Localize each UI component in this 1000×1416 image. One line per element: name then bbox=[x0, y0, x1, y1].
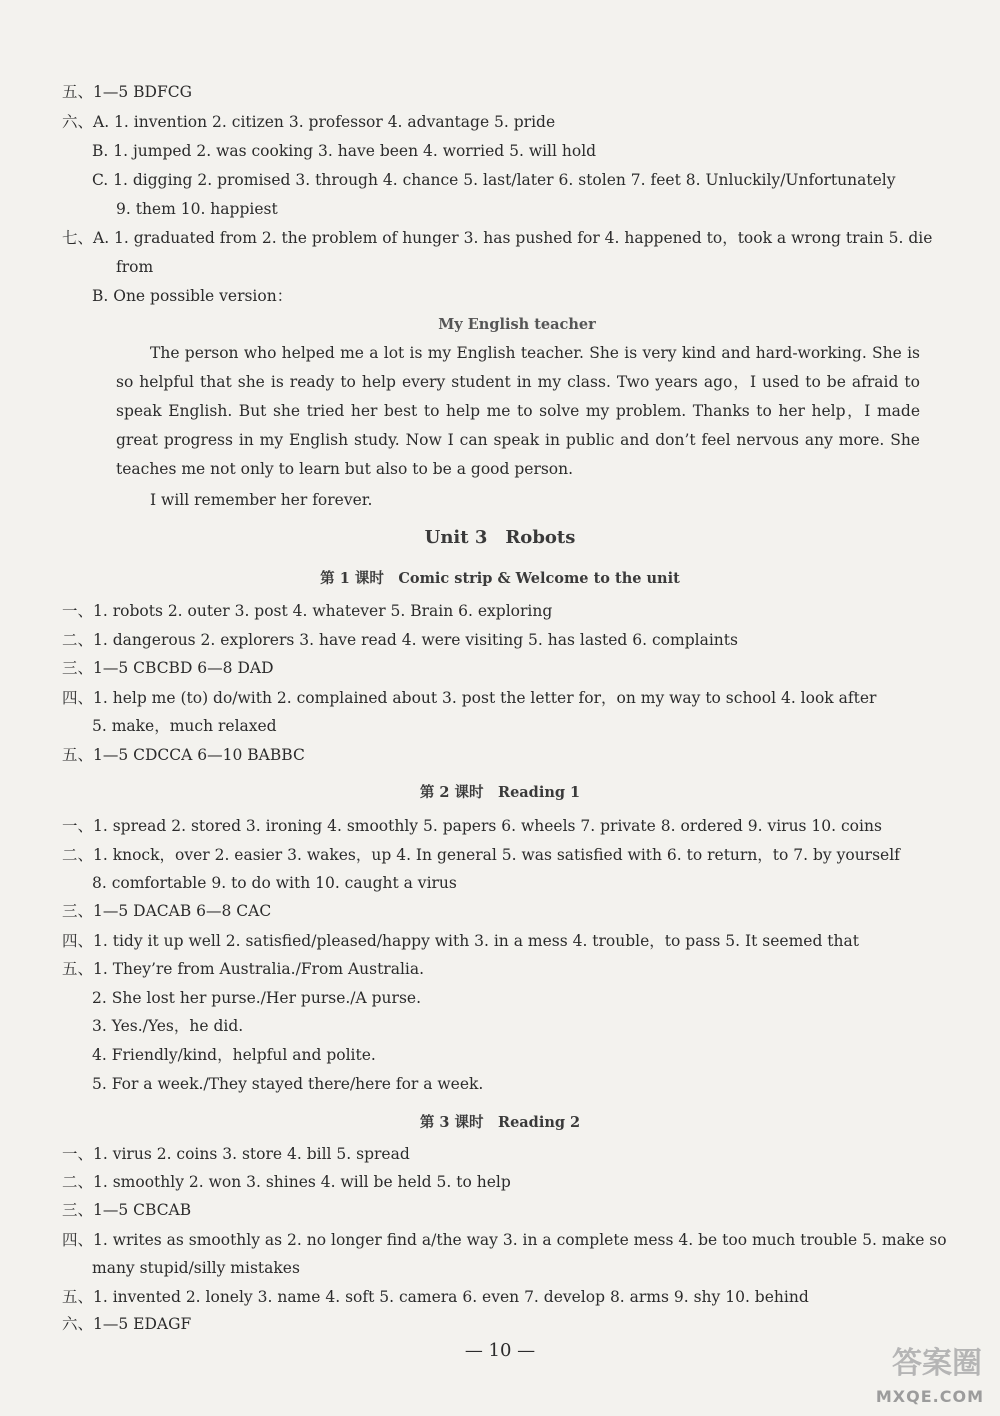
essay-title: My English teacher bbox=[438, 316, 596, 333]
answer-line: 三、1—5 DACAB 6—8 CAC bbox=[62, 902, 272, 920]
answer-line: 五、1. They’re from Australia./From Australia. bbox=[62, 960, 425, 978]
answer-line: 五、1—5 BDFCG bbox=[62, 83, 192, 101]
answer-line: 四、1. writes as smoothly as 2. no longer find a/the way 3. in a complete mess 4. be too much trouble 5. make so bbox=[62, 1231, 947, 1249]
answer-line: C. 1. digging 2. promised 3. through 4. chance 5. last/later 6. stolen 7. feet 8. Unluckily/Unfortunately bbox=[92, 171, 896, 189]
answer-line: 二、1. smoothly 2. won 3. shines 4. will be held 5. to help bbox=[62, 1173, 511, 1191]
answer-line: 一、1. virus 2. coins 3. store 4. bill 5. spread bbox=[62, 1145, 410, 1163]
lesson-title: 第 2 课时 Reading 1 bbox=[419, 784, 581, 801]
lesson-title: 第 1 课时 Comic strip & Welcome to the unit bbox=[320, 570, 680, 587]
answer-line: 三、1—5 CBCBD 6—8 DAD bbox=[62, 659, 274, 677]
answer-line: from bbox=[116, 258, 154, 276]
answer-line: many stupid/silly mistakes bbox=[92, 1259, 300, 1277]
essay-paragraph: I will remember her forever. bbox=[150, 491, 373, 509]
answer-line: 4. Friendly/kind，helpful and polite. bbox=[92, 1046, 376, 1064]
answer-line: 四、1. help me (to) do/with 2. complained about 3. post the letter for，on my way to school 4. look after bbox=[62, 689, 877, 707]
answer-line: 5. For a week./They stayed there/here for a week. bbox=[92, 1075, 484, 1093]
answer-line: 9. them 10. happiest bbox=[116, 200, 278, 218]
answer-line: 8. comfortable 9. to do with 10. caught a virus bbox=[92, 874, 457, 892]
answer-line: 五、1—5 CDCCA 6—10 BABBC bbox=[62, 746, 305, 764]
watermark-url: MXQE.COM bbox=[875, 1387, 984, 1406]
essay-paragraph: The person who helped me a lot is my English teacher. She is very kind and hard-working. She is so helpful that she is ready to help every student in my class. Two years ago，I used to be afraid to speak English. But she tried her best to help me to solve my problem. Thanks to her help，I made great progress in my English study. Now I can speak in public and don’t feel nervous any more. She teaches me not only to learn but also to be a good person. bbox=[116, 344, 920, 478]
answer-line: 一、1. robots 2. outer 3. post 4. whatever 5. Brain 6. exploring bbox=[62, 602, 553, 620]
answer-line: 二、1. knock，over 2. easier 3. wakes，up 4. In general 5. was satisfied with 6. to return，to 7. by yourself bbox=[62, 846, 900, 864]
answer-line: 3. Yes./Yes，he did. bbox=[92, 1017, 244, 1035]
unit-title: Unit 3 Robots bbox=[424, 527, 576, 548]
answer-line: 六、1—5 EDAGF bbox=[62, 1315, 192, 1333]
answer-line: 2. She lost her purse./Her purse./A purse. bbox=[92, 989, 422, 1007]
answer-line: 七、A. 1. graduated from 2. the problem of hunger 3. has pushed for 4. happened to，took a wrong train 5. die bbox=[62, 229, 933, 247]
page-number: — 10 — bbox=[464, 1340, 536, 1361]
watermark-logo: 答案圈 bbox=[892, 1346, 982, 1381]
answer-line: B. One possible version： bbox=[92, 287, 293, 305]
answer-line: 四、1. tidy it up well 2. satisfied/pleased/happy with 3. in a mess 4. trouble，to pass 5. It seemed that bbox=[62, 932, 859, 950]
lesson-title: 第 3 课时 Reading 2 bbox=[419, 1114, 581, 1131]
answer-line: 5. make，much relaxed bbox=[92, 717, 277, 735]
answer-line: 二、1. dangerous 2. explorers 3. have read 4. were visiting 5. has lasted 6. complaints bbox=[62, 631, 738, 649]
answer-line: 一、1. spread 2. stored 3. ironing 4. smoothly 5. papers 6. wheels 7. private 8. ordered 9. virus 10. coins bbox=[62, 817, 882, 835]
answer-line: B. 1. jumped 2. was cooking 3. have been 4. worried 5. will hold bbox=[92, 142, 597, 160]
answer-line: 三、1—5 CBCAB bbox=[62, 1201, 192, 1219]
answer-line: 六、A. 1. invention 2. citizen 3. professor 4. advantage 5. pride bbox=[62, 113, 556, 131]
answer-line: 五、1. invented 2. lonely 3. name 4. soft 5. camera 6. even 7. develop 8. arms 9. shy 10. behind bbox=[62, 1288, 809, 1306]
